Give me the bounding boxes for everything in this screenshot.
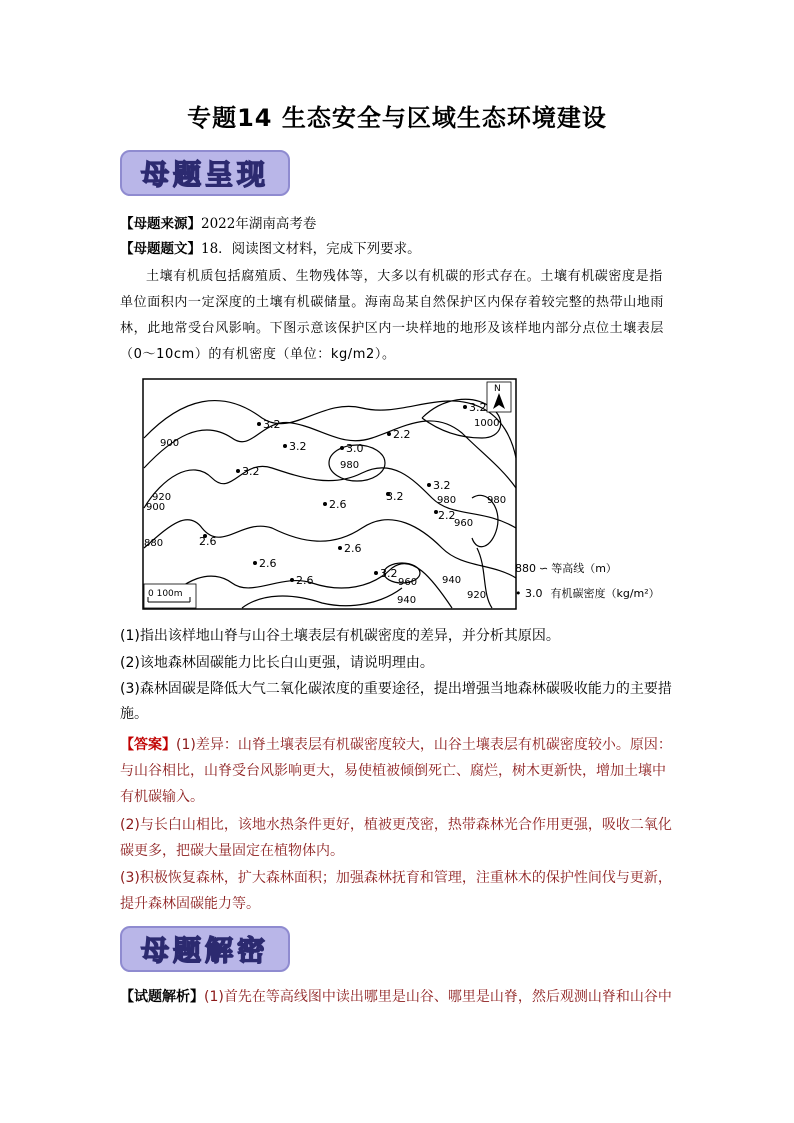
point-value: 2.6	[344, 542, 362, 555]
contour-label: 880	[144, 538, 164, 549]
point-value: 3.2	[386, 490, 404, 503]
answer-1: 【答案】(1)差异：山脊土壤表层有机碳密度较大，山谷土壤表层有机碳密度较小。原因：与山谷相比，山脊受台风影响更大，易使植被倾倒死亡、腐烂，树木更新快，增加土壤中有机碳输入。	[120, 737, 672, 805]
point-value: 2.2	[393, 428, 411, 441]
point-value: 3.2	[263, 418, 281, 431]
point-value: 3.2	[433, 479, 451, 492]
svg-text:N: N	[494, 384, 501, 394]
question-1: (1)指出该样地山脊与山谷土壤表层有机碳密度的差异，并分析其原因。	[120, 628, 560, 644]
contour-label: 900	[160, 438, 180, 449]
source-tag: 【母题来源】	[120, 216, 201, 232]
contour-label: 940	[397, 595, 417, 606]
point-value: 2.6	[296, 574, 314, 587]
point-value: 2.6	[259, 557, 277, 570]
banner-label: 母题解密	[140, 934, 269, 967]
point-symbol-icon: •	[515, 587, 525, 600]
question-3: (3)森林固碳是降低大气二氧化碳浓度的重要途径，提出增强当地森林碳吸收能力的主要措施。	[120, 681, 672, 722]
north-arrow-icon	[487, 382, 511, 412]
source-text: 2022年湖南高考卷	[201, 216, 317, 232]
legend-point: • 3.0 有机碳密度（kg/m²）	[515, 587, 660, 600]
point-value: 3.2	[380, 567, 398, 580]
material-paragraph: 土壤有机质包括腐殖质、生物残体等，大多以有机碳的形式存在。土壤有机碳密度是指单位面积内一定深度的土壤有机碳储量。海南岛某自然保护区内保存着较完整的热带山地雨林，此地常受台风影响。下图示意该保护区内一块样地的地形及该样地内部分点位土壤表层（0～10cm）的有机密度（单位：kg/m2）。	[120, 269, 665, 362]
point-value: 3.2	[469, 401, 487, 414]
point-value: 3.0	[346, 442, 364, 455]
contour-label: 920	[152, 492, 172, 503]
page-title: 专题14 生态安全与区域生态环境建设	[187, 104, 607, 132]
point-value: 2.6	[199, 535, 217, 548]
point-value: 2.6	[329, 498, 347, 511]
question-tag: 【母题题文】	[120, 241, 201, 257]
section-banner-question	[120, 150, 290, 196]
question-line	[120, 237, 421, 257]
contour-label: 980	[437, 495, 457, 506]
contour-label: 900	[146, 502, 166, 513]
section-banner-analysis	[120, 926, 290, 972]
contour-label: 920	[467, 590, 487, 601]
point-value: 2.2	[438, 509, 456, 522]
contour-label: 940	[442, 575, 462, 586]
contour-label: 960	[398, 577, 418, 588]
answer-3: (3)积极恢复森林，扩大森林面积；加强森林抚育和管理，注重林木的保护性间伐与更新，提升森林固碳能力等。	[120, 870, 672, 912]
scale-bar	[144, 584, 196, 608]
contour-label: 1000	[474, 418, 500, 429]
point-value: 3.2	[242, 465, 260, 478]
answer-tag: 【答案】	[120, 737, 176, 753]
legend-contour: 880 ∽ 等高线（m）	[515, 562, 617, 575]
analysis-tag: 【试题解析】	[120, 989, 204, 1005]
question-text: 18．阅读图文材料，完成下列要求。	[201, 241, 421, 257]
point-value: 3.2	[289, 440, 307, 453]
analysis-line: 【试题解析】(1)首先在等高线图中读出哪里是山谷、哪里是山脊，然后观测山脊和山谷中	[120, 989, 672, 1005]
source-line	[120, 212, 316, 232]
svg-text:0 100m: 0 100m	[148, 589, 183, 599]
contour-map	[142, 378, 517, 610]
question-2: (2)该地森林固碳能力比长白山更强，请说明理由。	[120, 655, 434, 671]
contour-label: 980	[340, 460, 360, 471]
contour-symbol-icon: ∽	[539, 562, 549, 575]
answer-2: (2)与长白山相比，该地水热条件更好，植被更茂密，热带森林光合作用更强，吸收二氧化碳更多，把碳大量固定在植物体内。	[120, 817, 672, 859]
contour-label: 980	[487, 495, 507, 506]
banner-label: 母题呈现	[140, 158, 269, 191]
contour-label: 960	[454, 518, 474, 529]
